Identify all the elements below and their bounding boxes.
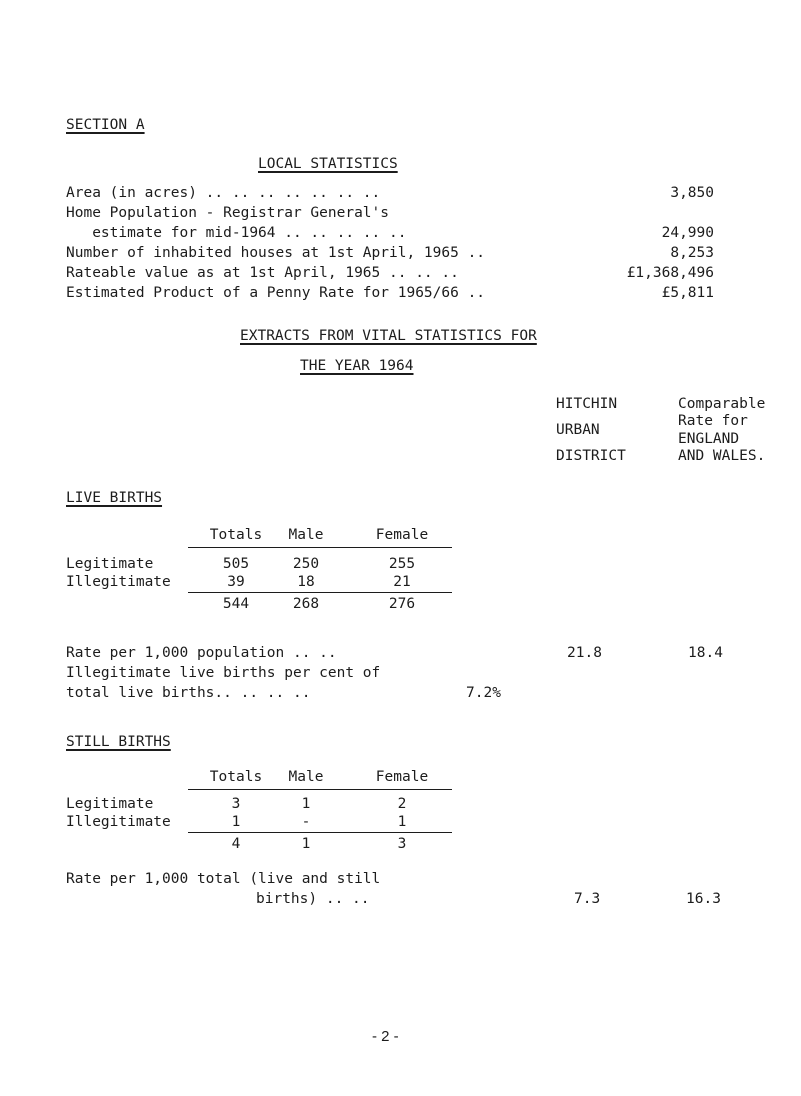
live-illegitimate-female: 21 [393, 574, 411, 590]
still-sum-totals: 4 [231, 836, 241, 852]
still-rate-hitchin: 7.3 [574, 891, 601, 907]
still-legitimate-female: 2 [397, 796, 407, 812]
still-male-header: Male [288, 769, 324, 785]
still-totals-header: Totals [209, 769, 263, 785]
still-illegitimate-male: - [301, 814, 311, 830]
houses-label: Number of inhabited houses at 1st April, 1965 .. [66, 245, 486, 261]
population-value: 24,990 [661, 225, 714, 241]
page-number: - 2 - [372, 1028, 399, 1045]
still-sum-male: 1 [301, 836, 311, 852]
live-illegitimate-totals: 39 [227, 574, 245, 590]
still-rate-label-2: births) .. .. [256, 891, 370, 907]
local-statistics-heading: LOCAL STATISTICS [258, 156, 398, 172]
illegitimate-percent-value: 7.2% [466, 685, 501, 701]
live-illegitimate-label: Illegitimate [66, 574, 171, 590]
still-rate-label-1: Rate per 1,000 total (live and still [66, 871, 381, 887]
live-sum-totals: 544 [222, 596, 250, 612]
rateable-value: £1,368,496 [626, 265, 714, 281]
still-sum-female: 3 [397, 836, 407, 852]
vital-statistics-heading: EXTRACTS FROM VITAL STATISTICS FOR [240, 328, 537, 344]
live-rate-england: 18.4 [688, 645, 723, 661]
live-rate-label: Rate per 1,000 population .. .. [66, 645, 337, 661]
penny-rate-value: £5,811 [661, 285, 714, 301]
live-male-header: Male [288, 527, 324, 543]
live-legitimate-female: 255 [388, 556, 416, 572]
rateable-value-label: Rateable value as at 1st April, 1965 .. .. .. [66, 265, 459, 281]
live-female-header: Female [375, 527, 429, 543]
live-sum-rule [188, 592, 452, 593]
still-illegitimate-totals: 1 [231, 814, 241, 830]
still-legitimate-totals: 3 [231, 796, 241, 812]
comparable-header-3: ENGLAND [678, 431, 740, 447]
live-births-heading: LIVE BIRTHS [66, 490, 163, 506]
live-illegitimate-male: 18 [297, 574, 315, 590]
comparable-header-2: Rate for [678, 413, 748, 429]
live-legitimate-male: 250 [292, 556, 320, 572]
still-female-header: Female [375, 769, 429, 785]
still-illegitimate-female: 1 [397, 814, 407, 830]
still-births-heading: STILL BIRTHS [66, 734, 171, 750]
hitchin-header-3: DISTRICT [556, 448, 626, 464]
still-rate-england: 16.3 [686, 891, 721, 907]
illegitimate-percent-label-1: Illegitimate live births per cent of [66, 665, 381, 681]
hitchin-header-2: URBAN [556, 422, 600, 438]
population-estimate-label: estimate for mid-1964 .. .. .. .. .. [66, 225, 407, 241]
vital-statistics-year: THE YEAR 1964 [300, 358, 414, 374]
live-header-rule [188, 547, 452, 548]
live-rate-hitchin: 21.8 [567, 645, 602, 661]
area-value: 3,850 [670, 185, 714, 201]
houses-value: 8,253 [670, 245, 714, 261]
still-header-rule [188, 789, 452, 790]
live-sum-male: 268 [292, 596, 320, 612]
illegitimate-percent-label-2: total live births.. .. .. .. [66, 685, 311, 701]
live-totals-header: Totals [209, 527, 263, 543]
comparable-header-1: Comparable [678, 396, 766, 412]
still-legitimate-label: Legitimate [66, 796, 154, 812]
penny-rate-label: Estimated Product of a Penny Rate for 1965/66 .. [66, 285, 486, 301]
live-legitimate-label: Legitimate [66, 556, 154, 572]
section-title: SECTION A [66, 117, 145, 133]
area-label: Area (in acres) .. .. .. .. .. .. .. [66, 185, 381, 201]
still-sum-rule [188, 832, 452, 833]
still-illegitimate-label: Illegitimate [66, 814, 171, 830]
live-legitimate-totals: 505 [222, 556, 250, 572]
hitchin-header-1: HITCHIN [556, 396, 618, 412]
live-sum-female: 276 [388, 596, 416, 612]
population-label: Home Population - Registrar General's [66, 205, 390, 221]
comparable-header-4: AND WALES. [678, 448, 766, 464]
still-legitimate-male: 1 [301, 796, 311, 812]
